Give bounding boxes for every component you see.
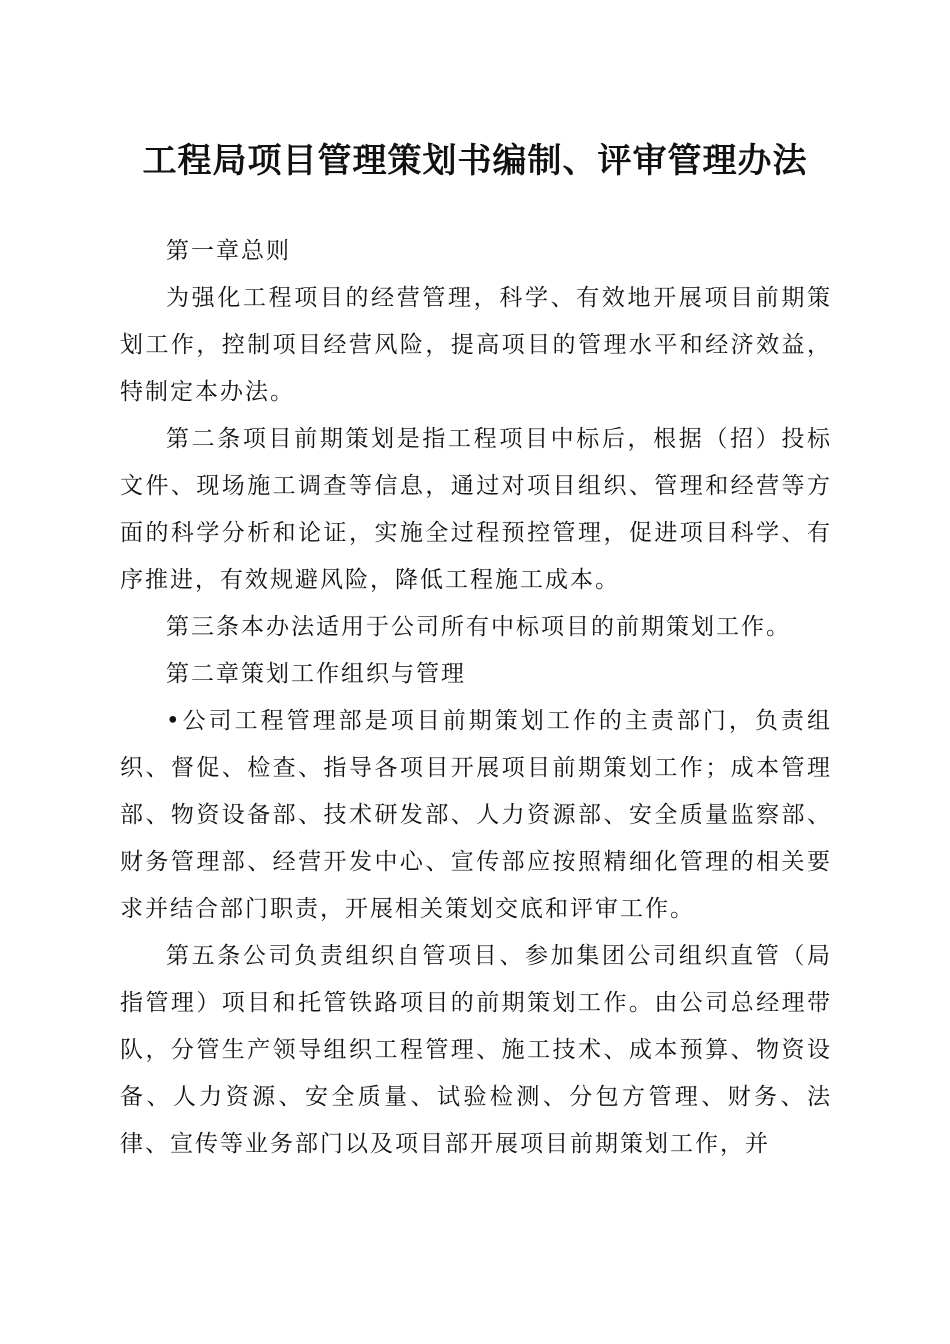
document-title: 工程局项目管理策划书编制、评审管理办法: [142, 141, 808, 181]
paragraph: 为强化工程项目的经营管理，科学、有效地开展项目前期策划工作，控制项目经营风险，提高项目的管理水平和经济效益，特制定本办法。: [120, 285, 832, 405]
paragraph: 第三条本办法适用于公司所有中标项目的前期策划工作。: [166, 614, 791, 640]
document-body: [120, 228, 832, 1168]
paragraph: •公司工程管理部是项目前期策划工作的主责部门，负责组织、督促、检查、指导各项目开展项目前期策划工作；成本管理部、物资设备部、技术研发部、人力资源部、安全质量监察部、财务管理部、经营开发中心、宣传部应按照精细化管理的相关要求并结合部门职责，开展相关策划交底和评审工作。: [120, 708, 832, 922]
chapter-heading: 第一章总则: [166, 238, 291, 264]
paragraph: 第二条项目前期策划是指工程项目中标后，根据（招）投标文件、现场施工调查等信息，通过对项目组织、管理和经营等方面的科学分析和论证，实施全过程预控管理，促进项目科学、有序推进，有效规避风险，降低工程施工成本。: [120, 426, 832, 593]
chapter-heading: 第二章策划工作组织与管理: [166, 661, 466, 687]
paragraph: 第五条公司负责组织自管项目、参加集团公司组织直管（局指管理）项目和托管铁路项目的前期策划工作。由公司总经理带队，分管生产领导组织工程管理、施工技术、成本预算、物资设备、人力资源、安全质量、试验检测、分包方管理、财务、法律、宣传等业务部门以及项目部开展项目前期策划工作，并: [120, 943, 832, 1157]
